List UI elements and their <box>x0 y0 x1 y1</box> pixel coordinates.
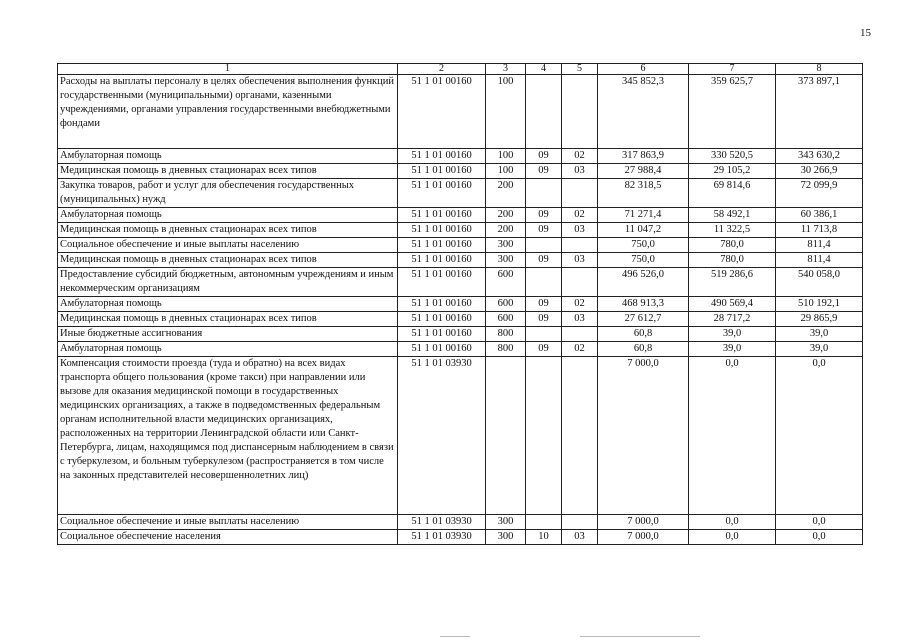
cell-pr: 03 <box>562 312 598 327</box>
cell-vr: 600 <box>486 297 526 312</box>
table-row <box>58 75 863 149</box>
table-header-row <box>58 64 863 75</box>
cell-name: Компенсация стоимости проезда (туда и обратно) на всех видах транспорта общего пользования (кроме такси) при направлении или вызове для оказания медицинской помощи в государственных медицинских организациях, а также в подведомственных федеральным органам исполнительной власти медицинских организациях, расположенных на территории Ленинградской области или Санкт-Петербурга, лицам, находящимся под диспансерным наблюдением в связи с туберкулезом, и больным туберкулезом (распространяется в том числе на законных представителей несовершеннолетних лиц) <box>58 357 398 515</box>
cell-vr: 600 <box>486 268 526 297</box>
cell-y2: 29 105,2 <box>689 164 776 179</box>
cell-pr <box>562 515 598 530</box>
cell-rz <box>526 515 562 530</box>
cell-y1: 750,0 <box>598 253 689 268</box>
cell-csr: 51 1 01 00160 <box>398 342 486 357</box>
cell-name: Амбулаторная помощь <box>58 297 398 312</box>
cell-csr: 51 1 01 00160 <box>398 238 486 253</box>
cell-rz <box>526 327 562 342</box>
cell-name: Иные бюджетные ассигнования <box>58 327 398 342</box>
cell-y2: 0,0 <box>689 357 776 515</box>
cell-csr: 51 1 01 00160 <box>398 75 486 149</box>
table-row <box>58 312 863 327</box>
cell-y3: 60 386,1 <box>776 208 863 223</box>
cell-y3: 811,4 <box>776 238 863 253</box>
cell-y3: 11 713,8 <box>776 223 863 238</box>
cell-rz: 09 <box>526 253 562 268</box>
cell-y3: 811,4 <box>776 253 863 268</box>
cell-y2: 0,0 <box>689 530 776 545</box>
cell-y2: 490 569,4 <box>689 297 776 312</box>
header-cell: 3 <box>486 64 526 75</box>
cell-pr: 02 <box>562 297 598 312</box>
cell-y1: 71 271,4 <box>598 208 689 223</box>
cell-pr <box>562 75 598 149</box>
cell-vr: 800 <box>486 327 526 342</box>
cell-y2: 11 322,5 <box>689 223 776 238</box>
cell-csr: 51 1 01 00160 <box>398 149 486 164</box>
cell-y1: 317 863,9 <box>598 149 689 164</box>
table-row <box>58 515 863 530</box>
cell-y1: 750,0 <box>598 238 689 253</box>
cell-pr: 03 <box>562 223 598 238</box>
cell-name: Предоставление субсидий бюджетным, автономным учреждениям и иным некоммерческим организациям <box>58 268 398 297</box>
cell-csr: 51 1 01 00160 <box>398 223 486 238</box>
cell-csr: 51 1 01 00160 <box>398 327 486 342</box>
cell-csr: 51 1 01 00160 <box>398 253 486 268</box>
cell-pr <box>562 238 598 253</box>
cell-name: Амбулаторная помощь <box>58 149 398 164</box>
scan-artifact <box>440 636 470 637</box>
cell-pr: 02 <box>562 149 598 164</box>
cell-y3: 72 099,9 <box>776 179 863 208</box>
cell-vr: 300 <box>486 515 526 530</box>
table-row <box>58 238 863 253</box>
cell-y3: 0,0 <box>776 515 863 530</box>
cell-pr: 03 <box>562 530 598 545</box>
cell-y1: 27 988,4 <box>598 164 689 179</box>
cell-pr <box>562 179 598 208</box>
cell-rz <box>526 357 562 515</box>
budget-table <box>57 63 863 545</box>
cell-y1: 345 852,3 <box>598 75 689 149</box>
header-cell: 1 <box>58 64 398 75</box>
cell-name: Медицинская помощь в дневных стационарах всех типов <box>58 312 398 327</box>
cell-csr: 51 1 01 00160 <box>398 312 486 327</box>
header-cell: 8 <box>776 64 863 75</box>
cell-name: Амбулаторная помощь <box>58 342 398 357</box>
cell-y1: 60,8 <box>598 342 689 357</box>
cell-pr <box>562 357 598 515</box>
cell-y3: 510 192,1 <box>776 297 863 312</box>
cell-vr <box>486 357 526 515</box>
cell-y3: 30 266,9 <box>776 164 863 179</box>
cell-csr: 51 1 01 03930 <box>398 530 486 545</box>
cell-vr: 200 <box>486 208 526 223</box>
cell-y3: 343 630,2 <box>776 149 863 164</box>
cell-vr: 100 <box>486 75 526 149</box>
cell-pr: 03 <box>562 253 598 268</box>
cell-rz <box>526 179 562 208</box>
cell-y3: 540 058,0 <box>776 268 863 297</box>
cell-y2: 69 814,6 <box>689 179 776 208</box>
cell-y3: 29 865,9 <box>776 312 863 327</box>
cell-rz: 09 <box>526 208 562 223</box>
cell-csr: 51 1 01 00160 <box>398 179 486 208</box>
cell-y3: 0,0 <box>776 357 863 515</box>
table-row <box>58 164 863 179</box>
cell-y3: 39,0 <box>776 342 863 357</box>
header-cell: 4 <box>526 64 562 75</box>
cell-y3: 373 897,1 <box>776 75 863 149</box>
table-row <box>58 357 863 515</box>
header-cell: 7 <box>689 64 776 75</box>
cell-rz: 10 <box>526 530 562 545</box>
cell-y3: 39,0 <box>776 327 863 342</box>
cell-y1: 82 318,5 <box>598 179 689 208</box>
cell-y1: 468 913,3 <box>598 297 689 312</box>
cell-csr: 51 1 01 00160 <box>398 164 486 179</box>
cell-y2: 58 492,1 <box>689 208 776 223</box>
table-row <box>58 223 863 238</box>
table-row <box>58 208 863 223</box>
cell-vr: 200 <box>486 179 526 208</box>
cell-rz: 09 <box>526 342 562 357</box>
cell-vr: 100 <box>486 149 526 164</box>
cell-name: Медицинская помощь в дневных стационарах всех типов <box>58 164 398 179</box>
table-row <box>58 268 863 297</box>
cell-rz: 09 <box>526 149 562 164</box>
cell-rz <box>526 75 562 149</box>
cell-y2: 519 286,6 <box>689 268 776 297</box>
cell-y2: 39,0 <box>689 327 776 342</box>
cell-pr: 03 <box>562 164 598 179</box>
cell-name: Медицинская помощь в дневных стационарах всех типов <box>58 253 398 268</box>
cell-vr: 300 <box>486 530 526 545</box>
cell-y1: 7 000,0 <box>598 530 689 545</box>
cell-y1: 496 526,0 <box>598 268 689 297</box>
cell-pr <box>562 327 598 342</box>
cell-name: Социальное обеспечение населения <box>58 530 398 545</box>
table-row <box>58 253 863 268</box>
cell-vr: 200 <box>486 223 526 238</box>
cell-name: Закупка товаров, работ и услуг для обеспечения государственных (муниципальных) нужд <box>58 179 398 208</box>
cell-csr: 51 1 01 00160 <box>398 268 486 297</box>
cell-rz: 09 <box>526 164 562 179</box>
page-number: 15 <box>860 27 871 39</box>
cell-y1: 7 000,0 <box>598 515 689 530</box>
cell-pr: 02 <box>562 342 598 357</box>
cell-rz: 09 <box>526 312 562 327</box>
cell-name: Социальное обеспечение и иные выплаты населению <box>58 238 398 253</box>
cell-name: Амбулаторная помощь <box>58 208 398 223</box>
cell-vr: 600 <box>486 312 526 327</box>
cell-y2: 0,0 <box>689 515 776 530</box>
cell-rz: 09 <box>526 297 562 312</box>
header-cell: 6 <box>598 64 689 75</box>
table-row <box>58 530 863 545</box>
cell-vr: 100 <box>486 164 526 179</box>
cell-csr: 51 1 01 03930 <box>398 357 486 515</box>
cell-y2: 28 717,2 <box>689 312 776 327</box>
scan-artifact <box>580 636 700 637</box>
cell-y2: 780,0 <box>689 253 776 268</box>
cell-name: Расходы на выплаты персоналу в целях обеспечения выполнения функций государственными (муниципальными) органами, казенными учреждениями, органами управления государственными внебюджетными фондами <box>58 75 398 149</box>
header-cell: 2 <box>398 64 486 75</box>
table-row <box>58 149 863 164</box>
cell-pr <box>562 268 598 297</box>
table-row <box>58 297 863 312</box>
header-cell: 5 <box>562 64 598 75</box>
cell-vr: 300 <box>486 238 526 253</box>
cell-y2: 330 520,5 <box>689 149 776 164</box>
cell-rz <box>526 238 562 253</box>
cell-y1: 11 047,2 <box>598 223 689 238</box>
cell-vr: 800 <box>486 342 526 357</box>
cell-y2: 359 625,7 <box>689 75 776 149</box>
cell-name: Медицинская помощь в дневных стационарах всех типов <box>58 223 398 238</box>
cell-y2: 39,0 <box>689 342 776 357</box>
table-row <box>58 327 863 342</box>
cell-vr: 300 <box>486 253 526 268</box>
cell-y1: 60,8 <box>598 327 689 342</box>
cell-y1: 27 612,7 <box>598 312 689 327</box>
table-row <box>58 342 863 357</box>
cell-y3: 0,0 <box>776 530 863 545</box>
cell-y1: 7 000,0 <box>598 357 689 515</box>
cell-rz: 09 <box>526 223 562 238</box>
cell-csr: 51 1 01 00160 <box>398 208 486 223</box>
cell-y2: 780,0 <box>689 238 776 253</box>
cell-pr: 02 <box>562 208 598 223</box>
cell-rz <box>526 268 562 297</box>
cell-csr: 51 1 01 00160 <box>398 297 486 312</box>
cell-csr: 51 1 01 03930 <box>398 515 486 530</box>
table-row <box>58 179 863 208</box>
cell-name: Социальное обеспечение и иные выплаты населению <box>58 515 398 530</box>
